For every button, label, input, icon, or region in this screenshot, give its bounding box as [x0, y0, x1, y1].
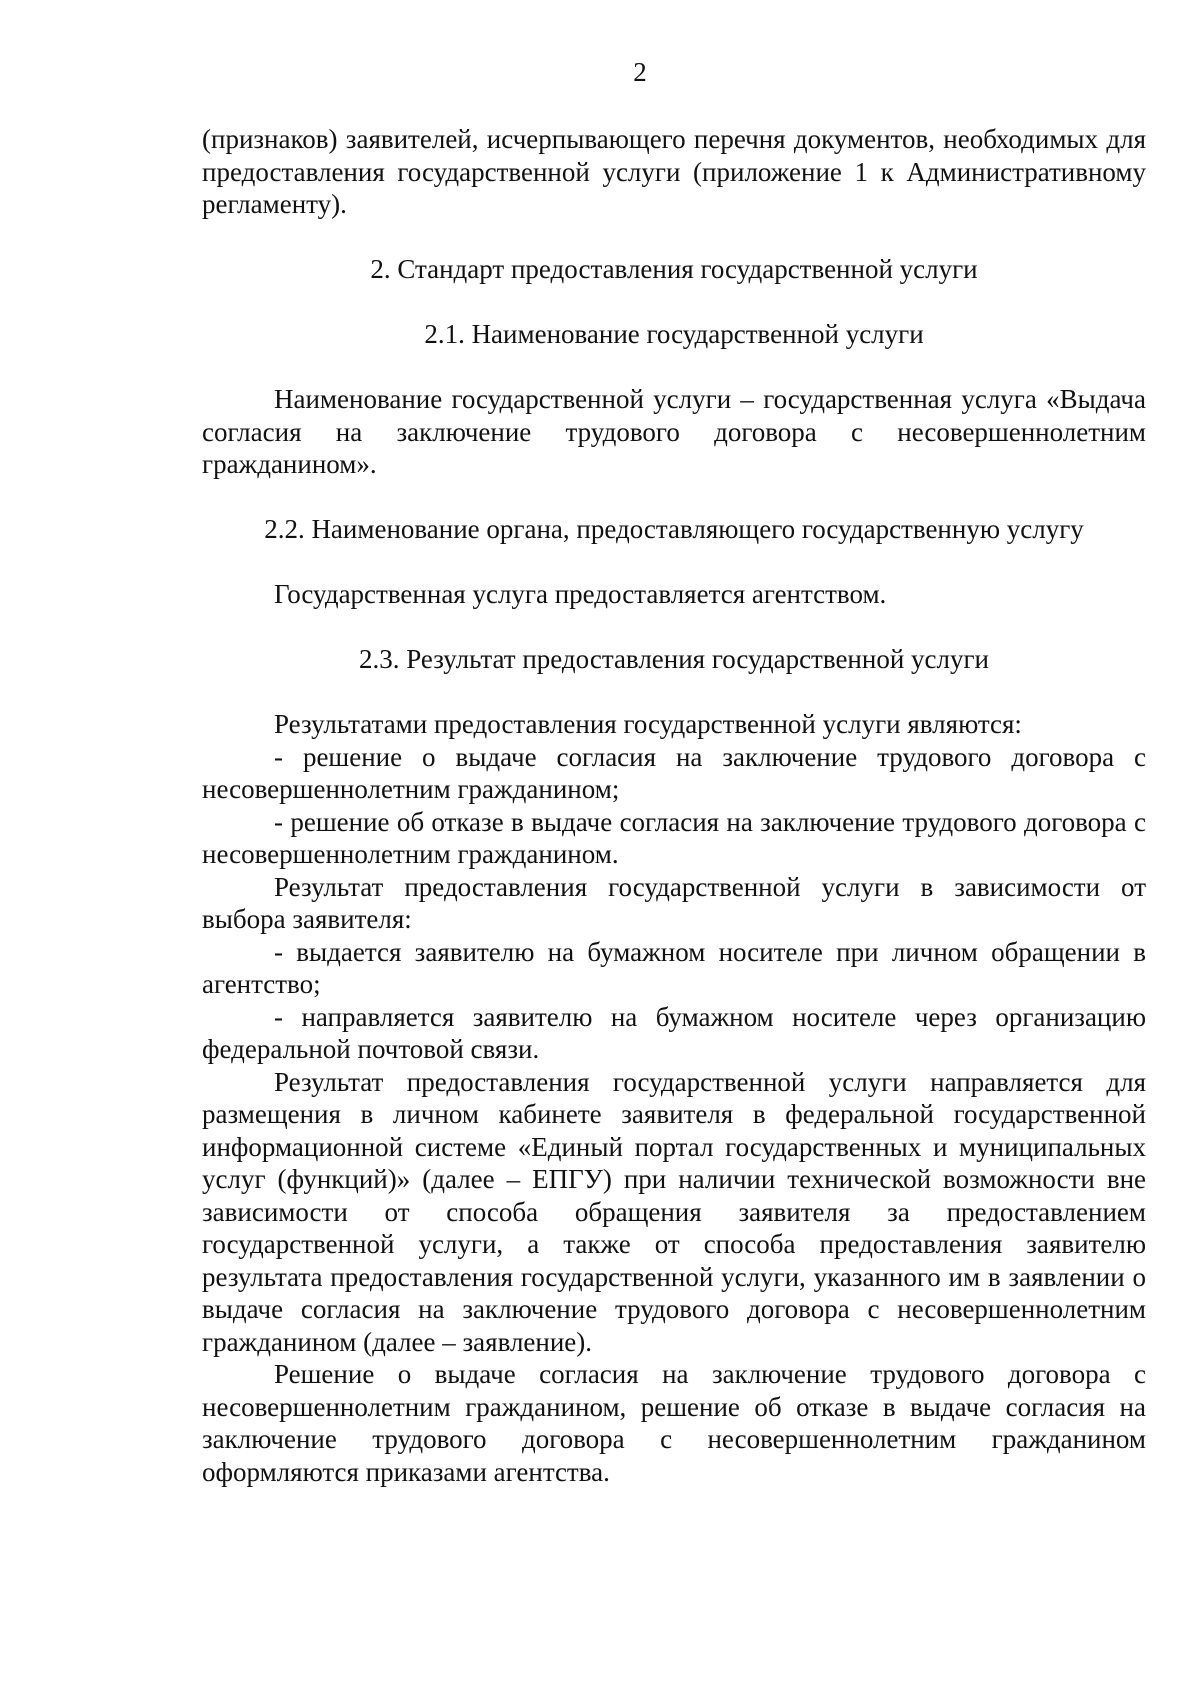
section-2-2-text: Государственная услуга предоставляется агентством. — [274, 579, 887, 609]
section-2-3-paragraph: - решение о выдаче согласия на заключение трудового договора с несовершеннолетним гражданином; — [202, 741, 1146, 804]
section-2-1-title: 2.1. Наименование государственной услуги — [424, 319, 924, 349]
section-2-3-title: 2.3. Результат предоставления государственной услуги — [358, 644, 990, 674]
section-2-3-paragraph: - решение об отказе в выдаче согласия на заключение трудового договора с несовершеннолетним гражданином. — [202, 806, 1146, 869]
section-2-title: 2. Стандарт предоставления государственной услуги — [370, 254, 978, 284]
section-2-3-paragraph: Решение о выдаче согласия на заключение трудового договора с несовершеннолетним гражданином, решение об отказе в выдаче согласия на заключение трудового договора с несовершеннолетним гражданином оформляются приказами агентства. — [202, 1359, 1146, 1487]
section-2-3-paragraph: - выдается заявителю на бумажном носителе при личном обращении в агентство; — [202, 936, 1146, 999]
page-number: 2 — [633, 57, 647, 87]
document-body — [202, 123, 1146, 1488]
section-2-3-paragraph: - направляется заявителю на бумажном носителе через организацию федеральной почтовой связи. — [202, 1001, 1146, 1064]
section-2-1-text: Наименование государственной услуги – государственная услуга «Выдача согласия на заключение трудового договора с несовершеннолетним гражданином». — [202, 384, 1146, 479]
section-2-3-paragraph: Результат предоставления государственной услуги в зависимости от выбора заявителя: — [202, 871, 1146, 934]
section-2-3-paragraph: Результат предоставления государственной услуги направляется для размещения в личном кабинете заявителя в федеральной государственной информационной системе «Единый портал государственных и муниципальных услуг (функций)» (далее – ЕПГУ) при наличии технической возможности вне зависимости от способа обращения заявителя за предоставлением государственной услуги, а также от способа предоставления заявителю результата предоставления государственной услуги, указанного им в заявлении о выдаче согласия на заключение трудового договора с несовершеннолетним гражданином (далее – заявление). — [202, 1066, 1146, 1357]
section-2-3-paragraph: Результатами предоставления государственной услуги являются: — [274, 709, 1022, 739]
intro-paragraph: (признаков) заявителей, исчерпывающего перечня документов, необходимых для предоставления государственной услуги (приложение 1 к Административному регламенту). — [202, 124, 1146, 219]
section-2-2-title: 2.2. Наименование органа, предоставляющего государственную услугу — [264, 514, 1084, 544]
